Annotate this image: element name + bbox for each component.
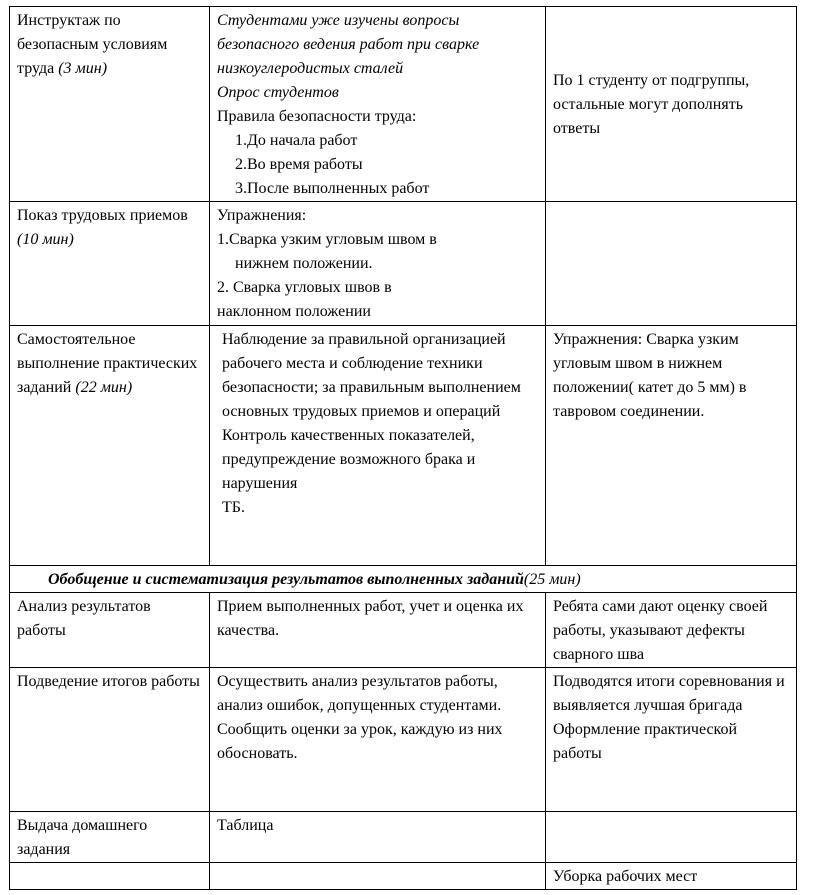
exercise-item: 2. Сварка угловых швов в: [217, 279, 392, 296]
stage-time: (10 мин): [17, 231, 74, 248]
exercise-item-cont: наклонном положении: [217, 303, 371, 320]
activity-text: Наблюдение за правильной организацией рабочего места и соблюдение техники безопасности; за правильным выполнением основных трудовых приемов и операций: [222, 331, 521, 420]
activity-cell: [210, 863, 546, 890]
table-row: [10, 593, 797, 668]
activity-text-c: ТБ.: [222, 499, 245, 516]
list-item: 1.До начала работ: [235, 132, 358, 149]
activity-cell: Таблица: [210, 812, 546, 863]
activity-cell: [210, 202, 546, 326]
stage-name: Инструктаж по безопасным условиям труда: [17, 12, 168, 77]
note-cell: Подводятся итоги соревнования и выявляется лучшая бригада Оформление практической работы: [546, 668, 797, 812]
section-title: Обобщение и систематизация результатов выполненных заданий: [48, 571, 524, 588]
list-item: 3.После выполненных работ: [235, 180, 430, 197]
exercise-item: 1.Сварка узким угловым швом в: [217, 231, 437, 248]
activity-text: Осуществить анализ результатов работы, анализ ошибок, допущенных студентами.: [217, 673, 502, 714]
activity-cell: Прием выполненных работ, учет и оценка их качества.: [210, 593, 546, 668]
activity-intro: Студентами уже изучены вопросы безопасного ведения работ при сварке низкоуглеродистых сталей: [217, 12, 480, 77]
table-row: [10, 202, 797, 326]
table-row: [10, 812, 797, 863]
stage-cell: Анализ результатов работы: [10, 593, 210, 668]
stage-time: (22 мин): [75, 379, 133, 396]
stage-name: Самостоятельное выполнение практических заданий: [17, 331, 198, 396]
activity-cell: [210, 668, 546, 812]
activity-text-b: Контроль качественных показателей, предупреждение возможного брака и нарушения: [222, 427, 476, 492]
activity-text-b: Сообщить оценки за урок, каждую из них обосновать.: [217, 721, 503, 762]
activity-cell: [210, 7, 546, 202]
note-cell: Ребята сами дают оценку своей работы, указывают дефекты сварного шва: [546, 593, 797, 668]
note-text: По 1 студенту от подгруппы, остальные могут дополнять ответы: [553, 72, 750, 137]
table-row: [10, 668, 797, 812]
note-cell: [546, 812, 797, 863]
section-row: [10, 566, 797, 593]
activity-rules: Правила безопасности труда:: [217, 108, 417, 125]
activity-cell: [210, 326, 546, 566]
note-cell: [546, 7, 797, 202]
stage-cell: [10, 863, 210, 890]
rules-list: [217, 129, 537, 201]
stage-cell: [10, 326, 210, 566]
list-item: 2.Во время работы: [235, 156, 363, 173]
section-time: (25 мин): [523, 571, 581, 588]
stage-cell: Выдача домашнего задания: [10, 812, 210, 863]
stage-name: Показ трудовых приемов: [17, 207, 188, 224]
exercise-item-cont: нижнем положении.: [235, 255, 373, 272]
table-row: [10, 863, 797, 890]
exercise-title: Упражнения:: [217, 207, 307, 224]
note-cell: Уборка рабочих мест: [546, 863, 797, 890]
section-title-cell: [10, 566, 797, 593]
lesson-plan-table: [9, 6, 797, 890]
stage-cell: Подведение итогов работы: [10, 668, 210, 812]
table-row: [10, 7, 797, 202]
note-cell: [546, 326, 797, 566]
table-row: [10, 326, 797, 566]
note-text: Упражнения: Сварка узким угловым швом в нижнем положении( катет до 5 мм) в тавровом соединении.: [553, 331, 747, 420]
stage-time: (3 мин): [58, 60, 108, 77]
note-cell: [546, 202, 797, 326]
activity-survey: Опрос студентов: [217, 84, 339, 101]
stage-cell: [10, 202, 210, 326]
stage-cell: [10, 7, 210, 202]
